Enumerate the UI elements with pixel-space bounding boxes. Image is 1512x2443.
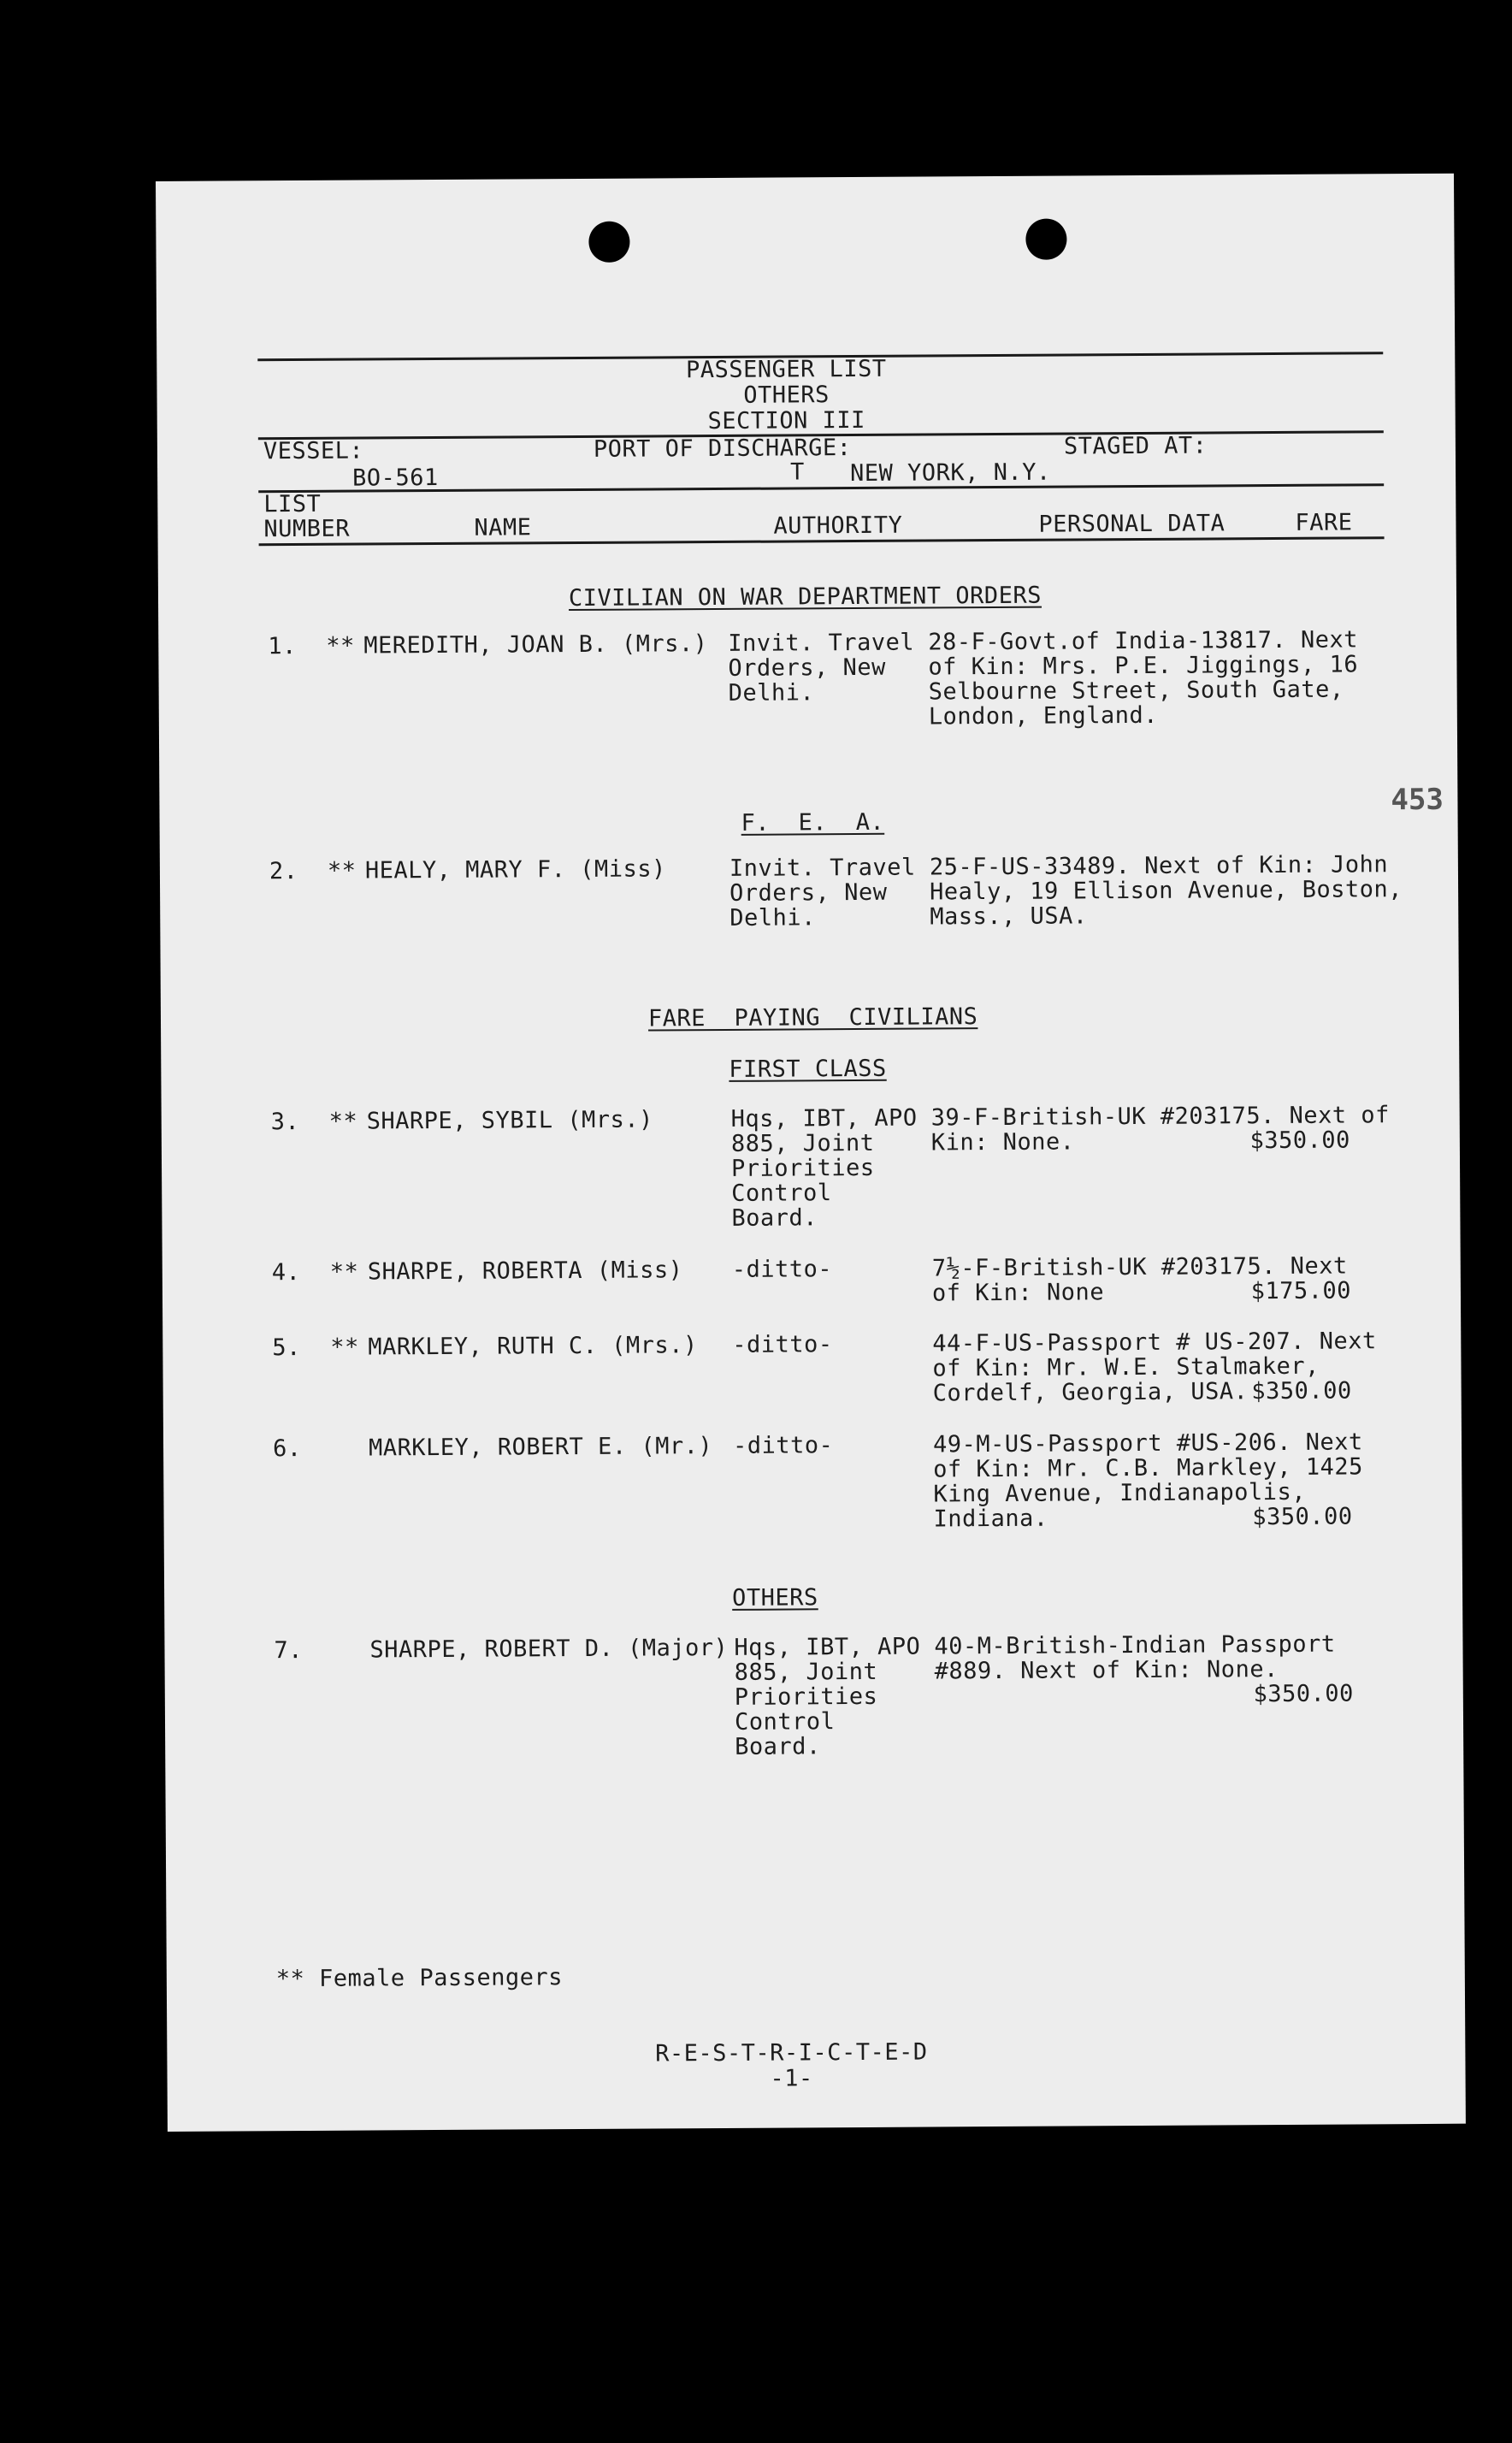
col-personal-data: PERSONAL DATA (1038, 510, 1226, 538)
passenger-name-2: HEALY, MARY F. (Miss) (364, 855, 666, 884)
passenger-authority-1: Invit. Travel Orders, New Delhi. (728, 629, 915, 707)
vessel-label: VESSEL: (263, 437, 364, 465)
section-fare-paying: FARE PAYING CIVILIANS (647, 1003, 978, 1032)
section-civilian-wd: CIVILIAN ON WAR DEPARTMENT ORDERS (568, 582, 1042, 612)
col-number: NUMBER (263, 515, 351, 543)
passenger-personal-2: 25-F-US-33489. Next of Kin: John Healy, 19 Ellison Avenue, Boston, Mass., USA. (929, 851, 1403, 931)
list-subtitle: OTHERS (743, 382, 830, 409)
female-mark-5: ** (330, 1334, 359, 1361)
passenger-authority-2: Invit. Travel Orders, New Delhi. (729, 854, 916, 932)
section-first-class: FIRST CLASS (729, 1055, 887, 1083)
port-value: NEW YORK, N.Y. (850, 458, 1051, 488)
passenger-personal-7: 40-M-British-Indian Passport #889. Next of Kin: None. (934, 1630, 1336, 1685)
passenger-number-7: 7. (274, 1636, 304, 1665)
section-others: OTHERS (732, 1584, 818, 1612)
punch-hole-right (1025, 218, 1066, 259)
punch-hole-left (588, 222, 629, 263)
passenger-authority-4: -ditto- (731, 1256, 833, 1283)
vessel-value: BO-561 (352, 464, 439, 492)
passenger-number-3: 3. (270, 1108, 300, 1136)
passenger-number-6: 6. (272, 1434, 302, 1463)
passenger-authority-6: -ditto- (732, 1432, 834, 1459)
passenger-authority-7: Hqs, IBT, APO 885, Joint Priorities Control Board. (734, 1633, 921, 1760)
passenger-personal-5: 44-F-US-Passport # US-207. Next of Kin: Mr. W.E. Stalmaker, Cordelf, Georgia, USA. (932, 1328, 1377, 1407)
passenger-fare-4: $175.00 (1250, 1277, 1352, 1305)
passenger-name-5: MARKLEY, RUTH C. (Mrs.) (368, 1332, 698, 1361)
passenger-name-6: MARKLEY, ROBERT E. (Mr.) (368, 1433, 713, 1462)
page-stamp: 453 (1391, 782, 1444, 818)
port-label: PORT OF DISCHARGE: (593, 435, 852, 463)
passenger-name-3: SHARPE, SYBIL (Mrs.) (366, 1106, 653, 1135)
passenger-number-1: 1. (268, 633, 297, 660)
list-section: SECTION III (707, 406, 865, 435)
document-sheet (156, 174, 1466, 2132)
passenger-personal-6: 49-M-US-Passport #US-206. Next of Kin: Mr. C.B. Markley, 1425 King Avenue, Indianapolis, Indiana. (932, 1429, 1363, 1533)
female-mark-2: ** (327, 857, 357, 884)
col-authority: AUTHORITY (773, 512, 903, 540)
passenger-authority-5: -ditto- (732, 1331, 833, 1358)
passenger-name-1: MEREDITH, JOAN B. (Mrs.) (363, 630, 708, 660)
restricted-classification: R-E-S-T-R-I-C-T-E-D (655, 2038, 928, 2067)
staged-label: STAGED AT: (1063, 432, 1208, 460)
port-prefix: T (789, 458, 805, 486)
passenger-authority-3: Hqs, IBT, APO 885, Joint Priorities Control Board. (730, 1104, 918, 1232)
female-mark-4: ** (329, 1258, 359, 1286)
female-mark-3: ** (328, 1108, 358, 1135)
passenger-name-7: SHARPE, ROBERT D. (Major) (369, 1634, 729, 1664)
passenger-fare-3: $350.00 (1249, 1127, 1350, 1155)
col-name: NAME (474, 514, 532, 541)
female-passengers-footnote: ** Female Passengers (275, 1964, 564, 1993)
passenger-number-4: 4. (271, 1258, 301, 1287)
passenger-personal-4: 7½-F-British-UK #203175. Next of Kin: None (931, 1252, 1348, 1307)
passenger-number-2: 2. (269, 857, 298, 885)
col-list: LIST (263, 490, 322, 518)
col-fare: FARE (1295, 509, 1353, 536)
passenger-personal-3: 39-F-British-UK #203175. Next of Kin: None. (930, 1102, 1390, 1156)
page-number: -1- (770, 2065, 813, 2092)
list-title: PASSENGER LIST (685, 355, 887, 384)
passenger-fare-6: $350.00 (1252, 1503, 1353, 1531)
passenger-number-5: 5. (272, 1334, 301, 1362)
passenger-fare-5: $350.00 (1251, 1377, 1352, 1405)
passenger-fare-7: $350.00 (1253, 1680, 1354, 1708)
female-mark-1: ** (326, 632, 355, 660)
section-fea: F. E. A. (741, 808, 885, 837)
passenger-personal-1: 28-F-Govt.of India-13817. Next of Kin: Mrs. P.E. Jiggings, 16 Selbourne Street, South Gate, London, England. (928, 626, 1359, 731)
passenger-name-4: SHARPE, ROBERTA (Miss) (367, 1257, 683, 1286)
